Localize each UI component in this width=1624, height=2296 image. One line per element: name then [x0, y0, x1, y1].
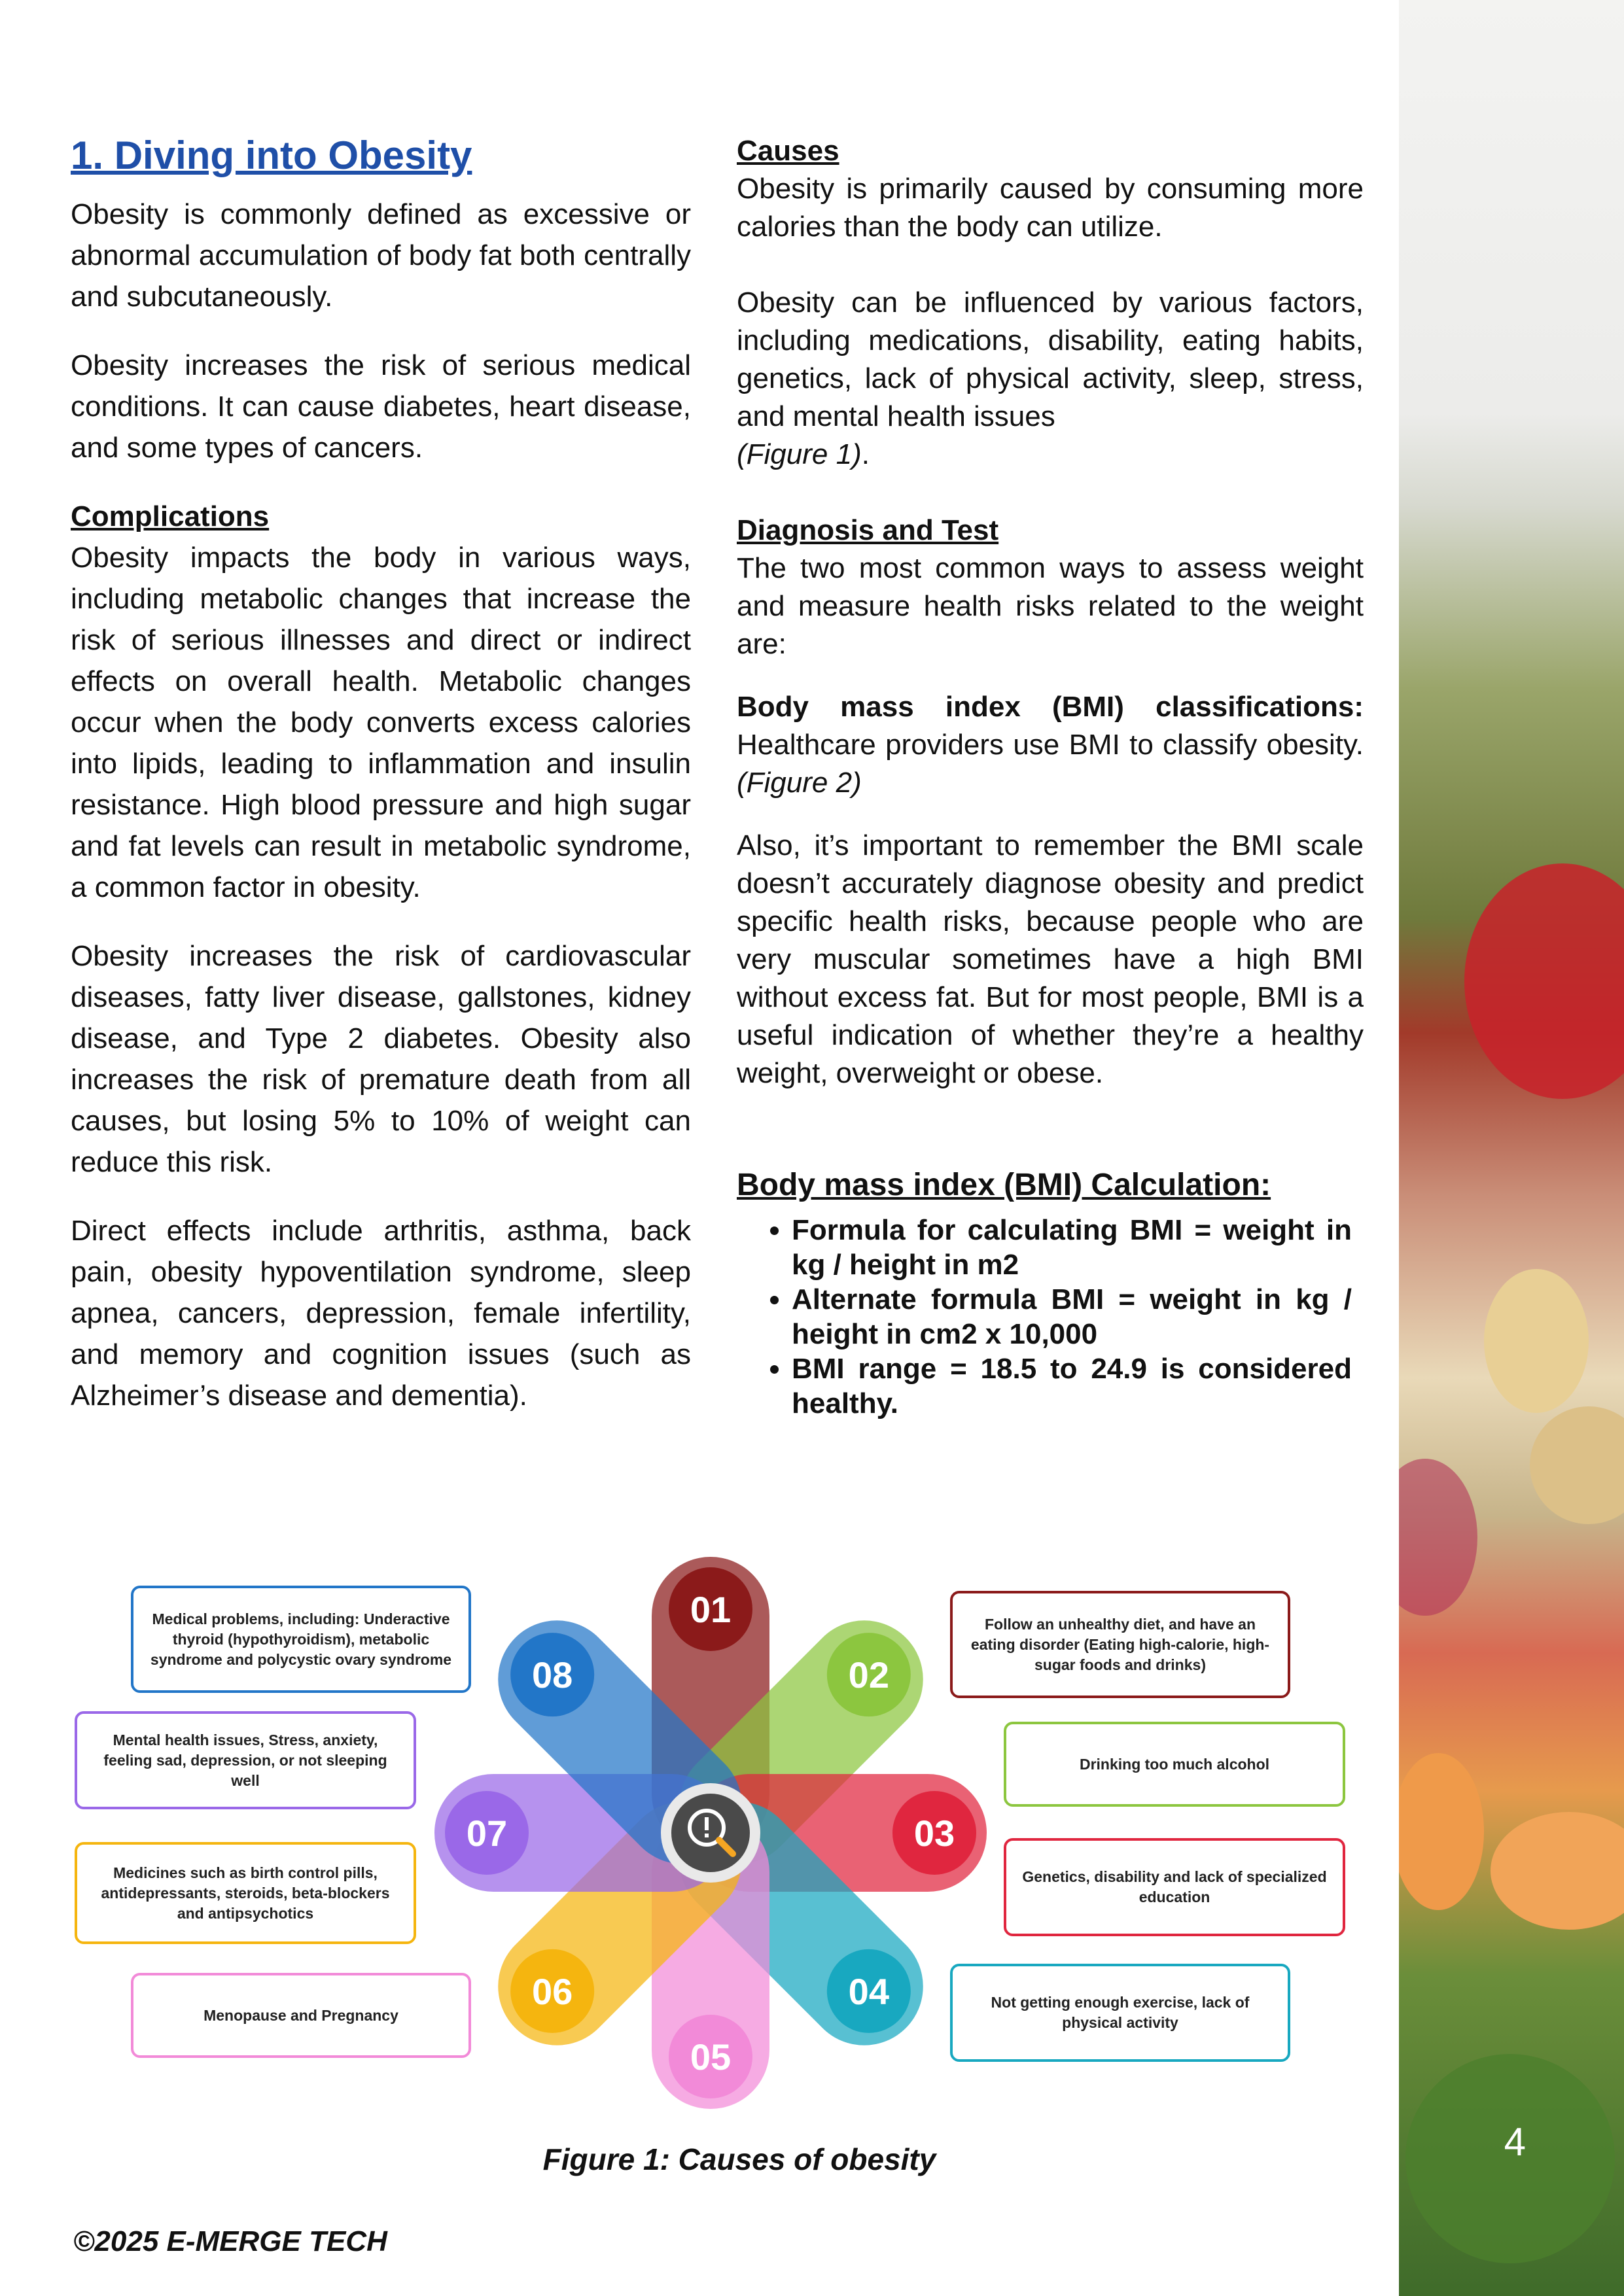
cause-box-08: Medical problems, including: Underactive thyroid (hypothyroidism), metabolic syndrome and polycystic ovary syndrome [131, 1586, 471, 1693]
figure-2-ref: (Figure 2) [737, 767, 862, 799]
center-inner [671, 1794, 750, 1872]
list-item: • Formula for calculating BMI = weight in kg / height in m2 [792, 1213, 1364, 1282]
petal-number-04: 04 [848, 1970, 889, 2012]
paragraph-bmi-classifications [737, 688, 1364, 802]
bmi-calculation-heading: Body mass index (BMI) Calculation: [737, 1168, 1271, 1202]
figure-1-ref: (Figure 1) [737, 438, 862, 470]
petal-number-01: 01 [690, 1589, 732, 1630]
cause-box-06: Medicines such as birth control pills, antidepressants, steroids, beta-blockers and antipsychotics [75, 1842, 416, 1944]
list-item: • BMI range = 18.5 to 24.9 is considered healthy. [792, 1351, 1364, 1421]
petal-number-03: 03 [913, 1813, 955, 1854]
cause-box-01: Follow an unhealthy diet, and have an eating disorder (Eating high-calorie, high-sugar foods and drinks) [950, 1591, 1290, 1698]
bmi-formula-list [737, 1213, 1364, 1421]
petal-number-08: 08 [532, 1654, 573, 1696]
section-title: 1. Diving into Obesity [71, 133, 472, 177]
copyright-footer: ©2025 E-MERGE TECH [73, 2225, 387, 2257]
paragraph-direct-effects: Direct effects include arthritis, asthma, back pain, obesity hypoventilation syndrome, sleep apnea, cancers, depression, female infertility, and memory and cognition issues (such as Alzheimer’s disease and dementia). [71, 1215, 691, 1412]
paragraph-cardiovascular: Obesity increases the risk of cardiovascular diseases, fatty liver disease, gallstones, kidney disease, and Type 2 diabetes. Obesity also increases the risk of premature death from all causes, but losing 5% to 10% of weight can reduce this risk. [71, 940, 691, 1178]
paragraph-risk: Obesity increases the risk of serious medical conditions. It can cause diabetes, heart disease, and some types of cancers. [71, 349, 691, 464]
right-column [737, 132, 1364, 1421]
cause-box-04: Not getting enough exercise, lack of physical activity [950, 1964, 1290, 2062]
paragraph-complications: Obesity impacts the body in various ways, including metabolic changes that increase the risk of serious illnesses and direct or indirect effects on overall health. Metabolic changes occur when the body converts excess calories into lipids, leading to inflammation and insulin resistance. High blood pressure and high sugar and fat levels can result in metabolic syndrome, a common factor in obesity. [71, 542, 691, 903]
vegetables-illustration [1399, 0, 1624, 2296]
petal-number-07: 07 [466, 1813, 508, 1854]
petal-number-05: 05 [690, 2036, 732, 2078]
petal-number-02: 02 [848, 1654, 889, 1696]
paragraph-causes-1: Obesity is primarily caused by consuming more calories than the body can utilize. [737, 173, 1364, 243]
paragraph-bmi-scale: Also, it’s important to remember the BMI scale doesn’t accurately diagnose obesity and predict specific health risks, because people who are very muscular sometimes have a high BMI without excess fat. But for most people, BMI is a useful indication of whether they’re a healthy weight, overweight or obese. [737, 829, 1364, 1089]
causes-2-text: Obesity can be influenced by various factors, including medications, disability, eating habits, genetics, lack of physical activity, sleep, stress, and mental health issues [737, 287, 1364, 432]
cause-box-02: Drinking too much alcohol [1004, 1722, 1345, 1807]
paragraph-definition: Obesity is commonly defined as excessive or abnormal accumulation of body fat both centrally and subcutaneously. [71, 198, 691, 313]
causes-2-end: . [861, 438, 870, 470]
decorative-vegetable-strip [1399, 0, 1624, 2296]
diagnosis-heading: Diagnosis and Test [737, 514, 999, 546]
paragraph-causes-2 [737, 284, 1364, 474]
page-number: 4 [1504, 2120, 1526, 2164]
list-item: • Alternate formula BMI = weight in kg / height in cm2 x 10,000 [792, 1282, 1364, 1351]
figure-caption: Figure 1: Causes of obesity [542, 2142, 936, 2176]
bmi-classifications-label: Body mass index (BMI) classifications: [737, 691, 1364, 723]
petal-flower [432, 1557, 995, 2119]
cause-box-03: Genetics, disability and lack of specialized education [1004, 1838, 1345, 1936]
petal-number-06: 06 [532, 1970, 573, 2012]
bmi-classifications-text: Healthcare providers use BMI to classify obesity. [737, 729, 1364, 761]
paragraph-diagnosis: The two most common ways to assess weight and measure health risks related to the weight are: [737, 552, 1364, 660]
causes-of-obesity-figure [65, 1557, 1361, 2119]
causes-heading: Causes [737, 135, 839, 167]
cause-box-07: Mental health issues, Stress, anxiety, feeling sad, depression, or not sleeping well [75, 1711, 416, 1809]
cause-box-05: Menopause and Pregnancy [131, 1973, 471, 2058]
complications-heading: Complications [71, 500, 270, 532]
left-column [71, 130, 691, 1416]
